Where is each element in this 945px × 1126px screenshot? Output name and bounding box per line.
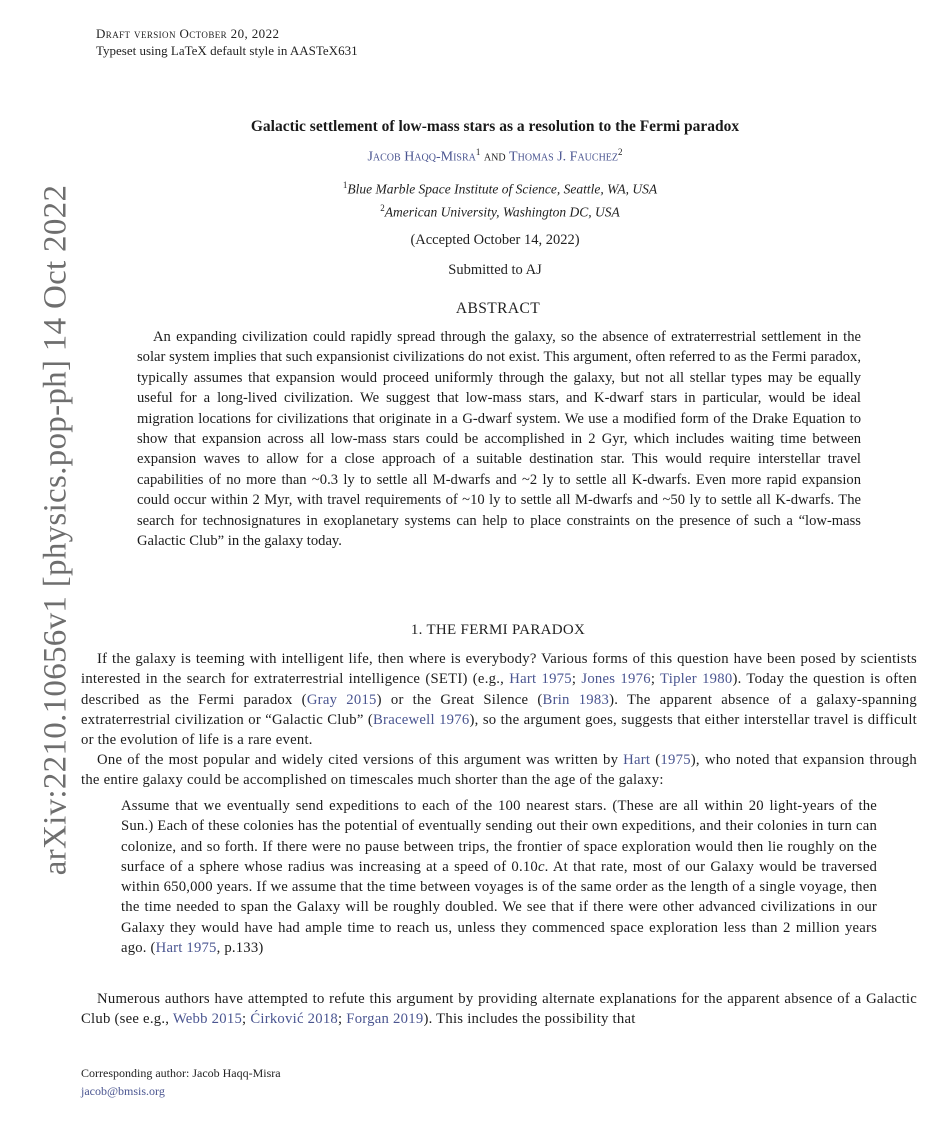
text-run: If the galaxy is teeming with intelligent life, then where is everybody? Various forms of this question have been posed by scientists interested in the search for extraterrestrial intelligence (SETI) (e.g.,	[81, 651, 917, 688]
citation-link[interactable]: Jones 1976	[581, 671, 651, 688]
submitted-to: Submitted to AJ	[448, 262, 542, 278]
arxiv-identifier-stamp: arXiv:2210.10656v1 [physics.pop-ph] 14 Oct 2022	[37, 184, 74, 876]
affiliation-text: Blue Marble Space Institute of Science, Seattle, WA, USA	[347, 181, 658, 197]
affiliation-mark: 2	[618, 147, 623, 157]
text-run: ). The apparent absence of a galaxy-spanning extraterrestrial civilization or “Galactic Club” (	[81, 691, 917, 728]
text-run: ;	[338, 1011, 347, 1028]
affiliation-mark: 1	[475, 147, 481, 157]
citation-link[interactable]: Gray 2015	[306, 691, 377, 708]
text-run: ), who noted that expansion through the entire galaxy could be accomplished on timescales much shorter than the age of the galaxy:	[81, 752, 917, 789]
author-list	[190, 147, 800, 166]
text-run: , p.133)	[216, 940, 264, 957]
affiliation-item	[190, 176, 810, 199]
typeset-line	[96, 42, 358, 59]
draft-version-line: Draft version October 20, 2022	[96, 26, 280, 41]
author-name[interactable]: Thomas J. Fauchez	[509, 149, 619, 165]
text-run: ). Today the question is often described as the Fermi paradox (	[81, 671, 917, 708]
abstract-heading: ABSTRACT	[455, 300, 541, 317]
citation-link[interactable]: Ćirković 2018	[250, 1011, 339, 1028]
typeset-prefix: Typeset using	[96, 43, 171, 58]
corresponding-author-label: Corresponding author: Jacob Haqq-Misra	[81, 1066, 281, 1080]
text-run: (	[650, 752, 661, 768]
citation-link[interactable]: Hart 1975	[509, 671, 572, 688]
typeset-suffix: default style in AASTeX631	[206, 43, 358, 58]
text-run: One of the most popular and widely cited versions of this argument was written by	[97, 752, 624, 768]
affiliation-item	[190, 199, 810, 222]
hart-quotation	[121, 796, 877, 958]
corresponding-author-footnote	[81, 1064, 281, 1100]
citation-link[interactable]: Hart	[623, 752, 651, 768]
abstract-body: An expanding civilization could rapidly spread through the galaxy, so the absence of extraterrestrial settlement in the solar system implies that such expansionist civilizations do not exist. This argument, often referred to as the Fermi paradox, typically assumes that expansion would proceed uniformly through the galaxy, but not all stellar types may be equally useful for a long-lived civilization. We suggest that low-mass stars, and K-dwarf stars in particular, would be ideal migration locations for civilizations that originate in a G-dwarf system. We use a modified form of the Drake Equation to show that expansion across all low-mass stars could be accomplished in 2 Gyr, which includes waiting time between expansion waves to allow for a close approach of a suitable destination star. This would require interstellar travel capabilities of no more than ~0.3 ly to settle all M-dwarfs and ~2 ly to settle all K-dwarfs. Even more rapid expansion could occur within 2 Myr, with travel requirements of ~10 ly to settle all M-dwarfs and ~50 ly to settle all K-dwarfs. The search for technosignatures in exoplanetary systems can help to place constraints on the presence of such a “low-mass Galactic Club” in the galaxy today.	[137, 329, 861, 550]
text-run: Assume that we eventually send expeditions to each of the 100 nearest stars. (These are all within 20 light-years of the Sun.) Each of these colonies has the potential of eventually sending out their own expeditions, and their colonies in turn can colonize, and so forth. If there were no pause between trips, the frontier of space exploration would then lie roughly on the surface of a sphere whose radius was increasing at a speed of 0.10	[121, 798, 877, 875]
affiliation-list	[190, 176, 810, 221]
citation-link[interactable]: Bracewell 1976	[373, 711, 470, 728]
email-link[interactable]: jacob@bmsis.org	[81, 1084, 165, 1098]
affiliation-mark: 1	[342, 180, 348, 190]
text-run: ). This includes the possibility that	[423, 1011, 636, 1028]
header-meta	[96, 25, 358, 59]
citation-link[interactable]: 1975	[660, 752, 691, 768]
author-joiner: and	[483, 149, 506, 165]
paper-title: Galactic settlement of low-mass stars as a resolution to the Fermi paradox	[250, 118, 740, 135]
body-paragraph	[81, 649, 917, 750]
author-name[interactable]: Jacob Haqq-Misra	[367, 149, 476, 165]
text-run: Numerous authors have attempted to refute this argument by providing alternate explanations for the apparent absence of a Galactic Club (see e.g.,	[81, 991, 917, 1028]
citation-link[interactable]: Webb 2015	[172, 1011, 243, 1028]
citation-link[interactable]: Tipler 1980	[660, 671, 733, 688]
section-heading: 1. THE FERMI PARADOX	[410, 622, 586, 638]
citation-link[interactable]: Hart 1975	[155, 940, 217, 957]
text-run: ;	[571, 671, 582, 688]
text-run: ;	[242, 1011, 251, 1028]
speed-of-light-symbol: c	[537, 858, 545, 875]
citation-link[interactable]: Brin 1983	[542, 691, 610, 708]
body-paragraph	[81, 750, 917, 791]
affiliation-text: American University, Washington DC, USA	[384, 204, 620, 219]
text-run: ;	[650, 671, 661, 688]
affiliation-mark: 2	[380, 202, 385, 213]
text-run: ) or the Great Silence (	[376, 691, 543, 708]
citation-link[interactable]: Forgan 2019	[346, 1011, 424, 1028]
text-run: ), so the argument goes, suggests that either interstellar travel is difficult or the evolution of life is a rare event.	[81, 711, 917, 749]
latex-logo: LaTeX	[170, 43, 207, 58]
body-paragraph	[81, 989, 917, 1030]
text-run: . At that rate, most of our Galaxy would be traversed within 650,000 years. If we assume that the time between voyages is of the same order as the length of a single voyage, then the time needed to span the Galaxy will be roughly doubled. We see that if there were other advanced civilizations in our Galaxy they would have had ample time to reach us, unless they commenced space exploration less than 2 million years ago. (	[121, 858, 877, 957]
accepted-date: (Accepted October 14, 2022)	[410, 232, 580, 248]
